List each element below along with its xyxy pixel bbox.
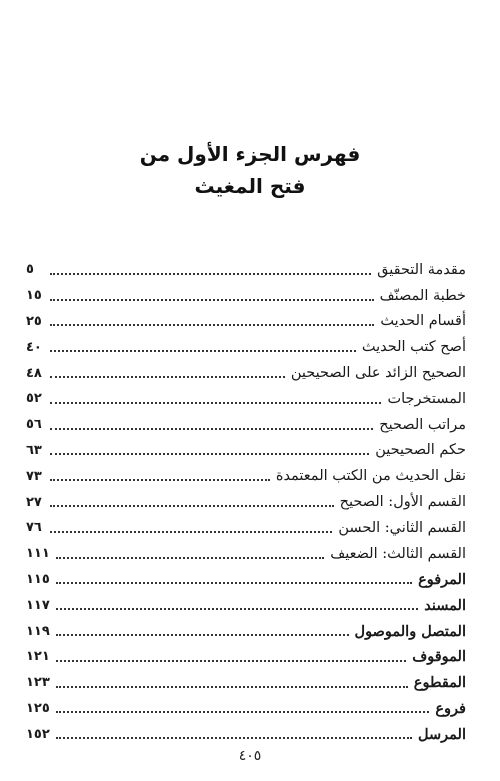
toc-entry-title: المستخرجات xyxy=(387,390,466,407)
toc-entry-page: ١٥ xyxy=(26,288,42,304)
dot-leader xyxy=(56,634,349,636)
toc-entry xyxy=(26,412,466,438)
dot-leader xyxy=(50,453,369,455)
toc-entry-page: ١١٩ xyxy=(26,623,50,639)
toc-entry-title: القسم الأول: الصحيح xyxy=(339,494,466,511)
toc-entry-page: ٤٠ xyxy=(26,339,42,355)
dot-leader xyxy=(56,660,406,662)
dot-leader xyxy=(50,531,332,533)
toc-entry-title: المتصل والموصول xyxy=(354,622,466,640)
toc-entry xyxy=(26,721,466,747)
toc-entry xyxy=(26,567,466,593)
toc-entry-page: ٥ xyxy=(26,262,34,278)
dot-leader xyxy=(50,479,270,481)
toc-entry-title: المقطوع xyxy=(413,674,466,692)
toc-entry-title: القسم الثاني: الحسن xyxy=(338,519,466,536)
dot-leader xyxy=(50,376,285,378)
toc-entry-title: أقسام الحديث xyxy=(380,313,466,330)
toc-entry xyxy=(26,541,466,567)
toc-entry-title: مراتب الصحيح xyxy=(379,416,466,433)
dot-leader xyxy=(50,428,373,430)
dot-leader xyxy=(50,505,334,507)
toc-entry-page: ١٢٥ xyxy=(26,700,50,716)
dot-leader xyxy=(50,350,356,352)
toc-entry-title: المرسل xyxy=(418,725,466,743)
toc-entry xyxy=(26,360,466,386)
toc-entry-page: ١٢١ xyxy=(26,649,50,665)
toc-entry xyxy=(26,644,466,670)
page-number: ٤٠٥ xyxy=(238,748,262,764)
dot-leader xyxy=(50,402,381,404)
toc-entry xyxy=(26,696,466,722)
dot-leader xyxy=(56,737,412,739)
toc-entry xyxy=(26,283,466,309)
toc-entry-title: الموقوف xyxy=(412,648,466,666)
toc-entry-title: المرفوع xyxy=(418,570,466,588)
toc-entry xyxy=(26,257,466,283)
toc-entry xyxy=(26,618,466,644)
toc-entry xyxy=(26,515,466,541)
dot-leader xyxy=(56,582,412,584)
dot-leader xyxy=(50,324,374,326)
dot-leader xyxy=(56,686,408,688)
toc-entry-page: ٥٦ xyxy=(26,417,42,433)
toc-entry-title: مقدمة التحقيق xyxy=(377,261,466,278)
toc-entry-title: أصح كتب الحديث xyxy=(361,339,466,356)
toc-entry xyxy=(26,670,466,696)
toc-entry xyxy=(26,309,466,335)
toc-entry-title: نقل الحديث من الكتب المعتمدة xyxy=(275,468,466,485)
toc-entry-page: ١٢٣ xyxy=(26,675,50,691)
index-title: فهرس الجزء الأول من xyxy=(139,142,361,166)
toc-entry-page: ٧٣ xyxy=(26,468,42,484)
toc-entry-title: فروع xyxy=(435,699,466,717)
toc-entry-page: ١٥٢ xyxy=(26,726,50,742)
toc-entry-page: ٧٦ xyxy=(26,520,42,536)
toc-entry-page: ٦٣ xyxy=(26,442,42,458)
toc-entry-title: المسند xyxy=(424,596,466,614)
book-title: فتح المغيث xyxy=(194,174,306,198)
toc-entry xyxy=(26,489,466,515)
toc-entry xyxy=(26,334,466,360)
dot-leader xyxy=(56,557,324,559)
toc-entry-page: ١١١ xyxy=(26,546,50,562)
table-of-contents xyxy=(26,257,466,747)
toc-entry-page: ٢٧ xyxy=(26,494,42,510)
toc-entry-page: ١١٥ xyxy=(26,571,50,587)
dot-leader xyxy=(56,608,418,610)
toc-entry-page: ٢٥ xyxy=(26,313,42,329)
toc-entry xyxy=(26,463,466,489)
dot-leader xyxy=(50,299,374,301)
toc-entry xyxy=(26,386,466,412)
toc-entry-title: حكم الصحيحين xyxy=(375,442,466,459)
dot-leader xyxy=(50,273,371,275)
toc-entry-title: الصحيح الزائد على الصحيحين xyxy=(290,365,466,382)
toc-entry-title: القسم الثالث: الضعيف xyxy=(330,545,466,562)
toc-entry xyxy=(26,592,466,618)
toc-entry-page: ٤٨ xyxy=(26,365,42,381)
toc-entry-page: ١١٧ xyxy=(26,597,50,613)
dot-leader xyxy=(56,711,430,713)
toc-entry-title: خطبة المصنّف xyxy=(379,287,466,304)
toc-entry-page: ٥٢ xyxy=(26,391,42,407)
toc-entry xyxy=(26,438,466,464)
